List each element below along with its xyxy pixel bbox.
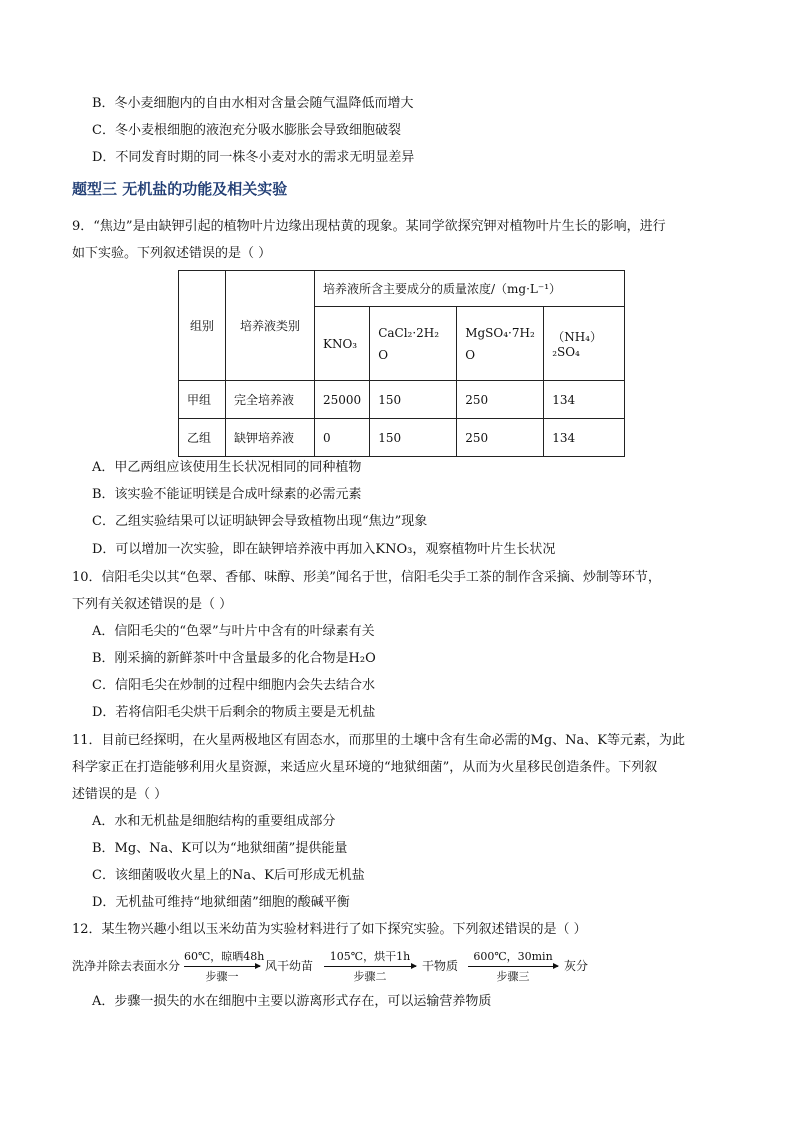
cell-cacl2: 150 [370,381,457,419]
q10-option-a: A．信阳毛尖的“色翠”与叶片中含有的叶绿素有关 [92,624,375,639]
flow-step1-label: 步骤一 [205,970,239,983]
q9-stem-line1: 9．“焦边”是由缺钾引起的植物叶片边缘出现枯黄的现象。某同学欲探究钾对植物叶片生长的影响，进行 [72,219,666,234]
q9-option-a: A．甲乙两组应该使用生长状况相同的同种植物 [92,460,362,475]
q11-stem-line3: 述错误的是（ ） [72,787,168,802]
flow-step2-label: 步骤二 [353,970,387,983]
header-type: 培养液类别 [226,271,315,381]
header-kno3: KNO₃ [315,307,370,381]
cell-nh4: 134 [544,419,625,457]
q10-option-d: D．若将信阳毛尖烘干后剩余的物质主要是无机盐 [92,705,376,720]
header-mgso4-line1: MgSO₄·7H₂ [465,325,535,340]
header-concentration: 培养液所含主要成分的质量浓度/（mg·L⁻¹） [315,271,625,307]
q9-option-b: B．该实验不能证明镁是合成叶绿素的必需元素 [92,487,362,502]
header-cacl2-line1: CaCl₂·2H₂ [378,325,440,340]
flow-step1-condition: 60℃，晾晒48h [184,950,265,963]
q11-option-c: C．该细菌吸收火星上的Na、K后可形成无机盐 [92,868,365,883]
q10-stem-line2: 下列有关叙述错误的是（ ） [72,597,233,612]
flow-mid2: 干物质 [422,959,459,973]
flow-step3-condition: 600℃，30min [473,950,553,963]
q10-stem-line1: 10．信阳毛尖以其“色翠、香郁、味醇、形美”闻名于世，信阳毛尖手工茶的制作含采摘、炒制等环节， [72,570,661,585]
flow-arrow-3 [468,966,558,967]
cell-mgso4: 250 [457,381,544,419]
nutrient-table [178,270,625,457]
table-row [179,381,625,419]
header-nh4: （NH₄）₂SO₄ [544,307,625,381]
flow-arrow-1 [184,966,260,967]
flow-step3-label: 步骤三 [496,970,530,983]
table-row [179,419,625,457]
flow-start: 洗净并除去表面水分 [72,959,181,973]
q11-option-a: A．水和无机盐是细胞结构的重要组成部分 [92,814,336,829]
header-group: 组别 [179,271,226,381]
flow-step2-condition: 105℃，烘干1h [329,950,411,963]
cell-kno3: 25000 [315,381,370,419]
cell-cacl2: 150 [370,419,457,457]
experiment-flowchart [72,948,632,984]
cell-type: 缺钾培养液 [226,419,315,457]
q11-stem-line2: 科学家正在打造能够利用火星资源，来适应火星环境的“地狱细菌”，从而为火星移民创造条件。下列叙 [72,760,658,775]
q11-stem-line1: 11．目前已经探明，在火星两极地区有固态水，而那里的土壤中含有生命必需的Mg、Na、K等元素，为此 [72,733,686,748]
q10-option-b: B．刚采摘的新鲜茶叶中含量最多的化合物是H₂O [92,651,376,666]
q9-stem-line2: 如下实验。下列叙述错误的是（ ） [72,246,272,261]
cell-kno3: 0 [315,419,370,457]
cell-mgso4: 250 [457,419,544,457]
q12-option-a: A．步骤一损失的水在细胞中主要以游离形式存在，可以运输营养物质 [92,994,492,1009]
q11-option-d: D．无机盐可维持“地狱细菌”细胞的酸碱平衡 [92,895,350,910]
prev-option-c: C．冬小麦根细胞的液泡充分吸水膨胀会导致细胞破裂 [92,123,401,138]
flow-mid1: 风干幼苗 [265,959,314,973]
q9-option-d: D．可以增加一次实验，即在缺钾培养液中再加入KNO₃，观察植物叶片生长状况 [92,542,556,557]
cell-group: 甲组 [179,381,226,419]
q9-option-c: C．乙组实验结果可以证明缺钾会导致植物出现“焦边”现象 [92,514,428,529]
header-cacl2-line2: O [378,347,389,362]
prev-option-b: B．冬小麦细胞内的自由水相对含量会随气温降低而增大 [92,96,414,111]
q11-option-b: B．Mg、Na、K可以为“地狱细菌”提供能量 [92,841,348,856]
q12-stem: 12．某生物兴趣小组以玉米幼苗为实验材料进行了如下探究实验。下列叙述错误的是（ ） [72,922,587,937]
cell-nh4: 134 [544,381,625,419]
header-mgso4 [457,307,544,381]
flow-arrow-2 [324,966,416,967]
prev-option-d: D．不同发育时期的同一株冬小麦对水的需求无明显差异 [92,150,415,165]
q10-option-c: C．信阳毛尖在炒制的过程中细胞内会失去结合水 [92,678,375,693]
header-mgso4-line2: O [465,347,476,362]
cell-group: 乙组 [179,419,226,457]
flow-end: 灰分 [564,959,589,973]
cell-type: 完全培养液 [226,381,315,419]
section-heading: 题型三 无机盐的功能及相关实验 [72,180,288,198]
header-cacl2 [370,307,457,381]
